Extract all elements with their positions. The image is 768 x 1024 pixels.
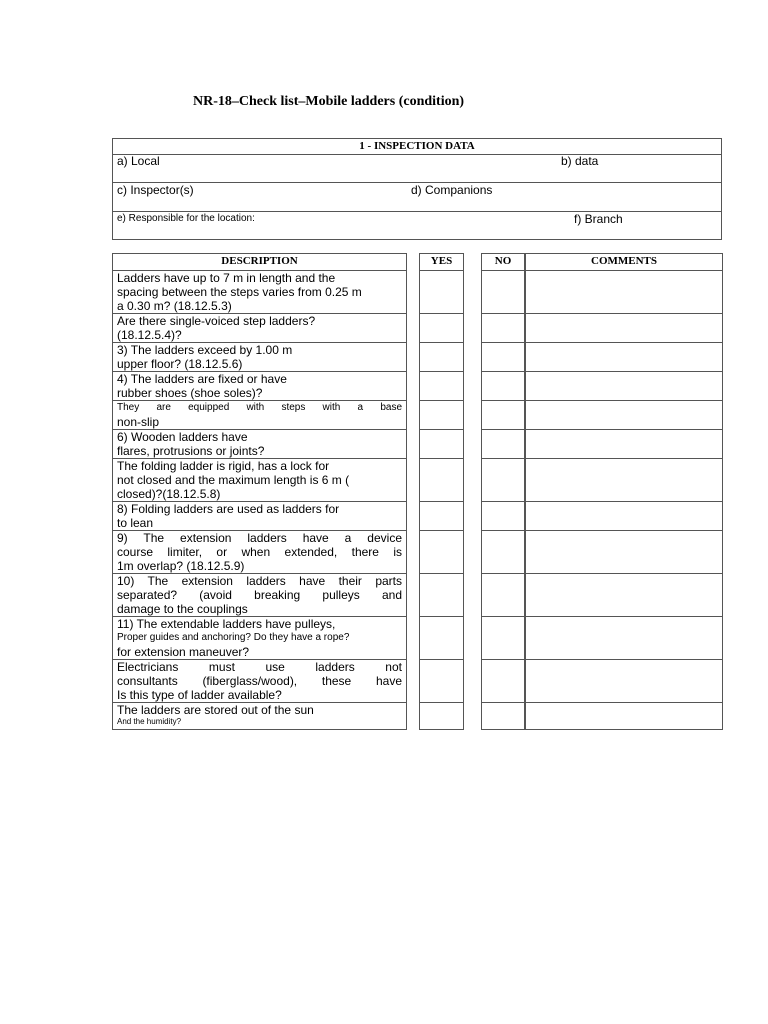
yes-cell[interactable] [420, 617, 463, 659]
description-line: And the humidity? [117, 717, 182, 726]
comments-cell[interactable] [526, 401, 722, 429]
yes-cell[interactable] [420, 574, 463, 616]
responsible-field[interactable]: e) Responsible for the location: [117, 213, 255, 224]
no-cell[interactable] [482, 459, 524, 501]
comments-cell[interactable] [526, 314, 722, 342]
divider [113, 211, 721, 212]
comments-cell[interactable] [526, 372, 722, 400]
no-cell[interactable] [482, 401, 524, 429]
no-cell[interactable] [482, 372, 524, 400]
yes-cell[interactable] [420, 372, 463, 400]
checklist-item-description [117, 430, 402, 458]
yes-cell[interactable] [420, 401, 463, 429]
checklist-item-description [117, 502, 402, 530]
no-cell[interactable] [482, 271, 524, 313]
description-line: The folding ladder is rigid, has a lock for [117, 459, 330, 473]
no-cell[interactable] [482, 660, 524, 702]
local-field[interactable]: a) Local [117, 154, 160, 168]
description-line: consultants (fiberglass/wood), these have [117, 674, 402, 688]
yes-column [419, 253, 464, 730]
no-cell[interactable] [482, 574, 524, 616]
description-line: Electricians must use ladders not [117, 660, 402, 674]
description-line: 6) Wooden ladders have [117, 430, 248, 444]
yes-cell[interactable] [420, 703, 463, 730]
inspection-data-box [112, 138, 722, 240]
comments-cell[interactable] [526, 660, 722, 702]
comments-column [525, 253, 723, 730]
checklist-item-description [117, 271, 402, 313]
no-cell[interactable] [482, 617, 524, 659]
description-line: course limiter, or when extended, there is [117, 545, 402, 559]
yes-cell[interactable] [420, 271, 463, 313]
description-header: DESCRIPTION [113, 254, 406, 271]
description-line: 9) The extension ladders have a device [117, 531, 402, 545]
description-line: The ladders are stored out of the sun [117, 703, 314, 717]
description-line: Proper guides and anchoring? Do they have a rope? [117, 632, 350, 643]
comments-cell[interactable] [526, 617, 722, 659]
yes-cell[interactable] [420, 502, 463, 530]
description-line: separated? (avoid breaking pulleys and [117, 588, 402, 602]
yes-header: YES [420, 254, 463, 271]
checklist-item-description [117, 401, 402, 429]
description-column [112, 253, 407, 730]
page-title: NR-18–Check list–Mobile ladders (condition) [193, 94, 465, 109]
description-line: Is this type of ladder available? [117, 688, 282, 702]
comments-cell[interactable] [526, 502, 722, 530]
checklist-item-description [117, 703, 402, 727]
description-line: non-slip [117, 415, 160, 429]
yes-cell[interactable] [420, 459, 463, 501]
companions-field[interactable]: d) Companions [411, 183, 493, 197]
no-cell[interactable] [482, 314, 524, 342]
comments-cell[interactable] [526, 343, 722, 371]
checklist-item-description [117, 314, 402, 342]
description-line: (18.12.5.4)? [117, 328, 182, 342]
description-line: rubber shoes (shoe soles)? [117, 386, 263, 400]
description-line: 1m overlap? (18.12.5.9) [117, 559, 245, 573]
description-line: to lean [117, 516, 154, 530]
checklist-item-description [117, 617, 402, 659]
no-cell[interactable] [482, 531, 524, 573]
description-line: 4) The ladders are fixed or have [117, 372, 287, 386]
description-line: Are there single-voiced step ladders? [117, 314, 316, 328]
checklist-item-description [117, 372, 402, 400]
no-header: NO [482, 254, 524, 271]
description-line: spacing between the steps varies from 0.25 m [117, 285, 362, 299]
checklist-item-description [117, 574, 402, 616]
description-line: Ladders have up to 7 m in length and the [117, 271, 336, 285]
no-cell[interactable] [482, 502, 524, 530]
description-line: damage to the couplings [117, 602, 248, 616]
description-line: 11) The extendable ladders have pulleys, [117, 617, 336, 631]
branch-field[interactable]: f) Branch [574, 212, 623, 226]
description-line: 3) The ladders exceed by 1.00 m [117, 343, 293, 357]
comments-cell[interactable] [526, 430, 722, 458]
checklist-item-description [117, 531, 402, 573]
description-line: upper floor? (18.12.5.6) [117, 357, 243, 371]
yes-cell[interactable] [420, 531, 463, 573]
no-cell[interactable] [482, 343, 524, 371]
yes-cell[interactable] [420, 343, 463, 371]
comments-cell[interactable] [526, 271, 722, 313]
yes-cell[interactable] [420, 314, 463, 342]
checklist-item-description [117, 459, 402, 501]
description-line: 8) Folding ladders are used as ladders for [117, 502, 340, 516]
description-line: flares, protrusions or joints? [117, 444, 265, 458]
inspection-data-header: 1 - INSPECTION DATA [113, 139, 721, 155]
description-line: for extension maneuver? [117, 645, 250, 659]
description-line: a 0.30 m? (18.12.5.3) [117, 299, 232, 313]
data-field[interactable]: b) data [561, 154, 599, 168]
description-line: They are equipped with steps with a base [117, 402, 402, 413]
comments-cell[interactable] [526, 574, 722, 616]
description-line: 10) The extension ladders have their parts [117, 574, 402, 588]
checklist-item-description [117, 343, 402, 371]
no-cell[interactable] [482, 430, 524, 458]
description-line: not closed and the maximum length is 6 m ( [117, 473, 350, 487]
description-line: closed)?(18.12.5.8) [117, 487, 221, 501]
comments-header: COMMENTS [526, 254, 722, 271]
yes-cell[interactable] [420, 430, 463, 458]
comments-cell[interactable] [526, 531, 722, 573]
comments-cell[interactable] [526, 703, 722, 730]
no-column [481, 253, 525, 730]
inspectors-field[interactable]: c) Inspector(s) [117, 183, 194, 197]
checklist-item-description [117, 660, 402, 702]
comments-cell[interactable] [526, 459, 722, 501]
no-cell[interactable] [482, 703, 524, 730]
yes-cell[interactable] [420, 660, 463, 702]
